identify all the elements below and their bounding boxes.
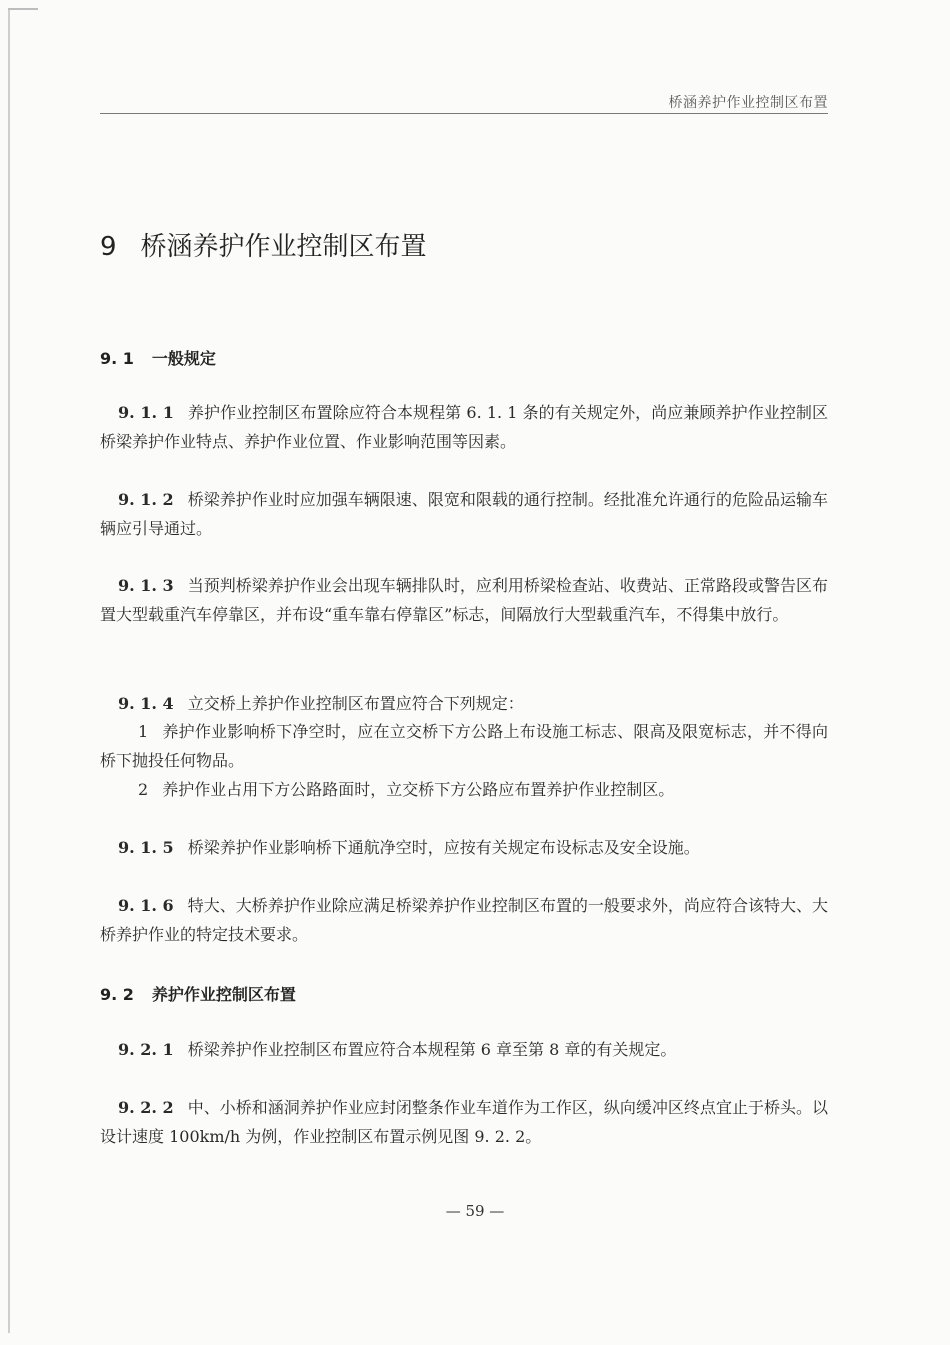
- section-number: 9. 1: [100, 349, 134, 368]
- clause-number: 9. 2. 2: [118, 1098, 174, 1117]
- clause-9-2-1: [100, 1035, 828, 1064]
- clause-9-1-5: [100, 833, 828, 862]
- section-number: 9. 2: [100, 985, 134, 1004]
- item-index: 2: [138, 780, 149, 799]
- scan-edge: [8, 8, 10, 1333]
- section-title: 一般规定: [151, 349, 216, 368]
- clause-9-1-2: [100, 485, 828, 543]
- section-heading-9-2: [100, 982, 296, 1005]
- clause-9-1-4: [100, 689, 828, 718]
- item-index: 1: [138, 722, 149, 741]
- clause-number: 9. 2. 1: [118, 1040, 174, 1059]
- item-text: 养护作业影响桥下净空时，应在立交桥下方公路上布设施工标志、限高及限宽标志，并不得向桥下抛投任何物品。: [100, 722, 828, 770]
- clause-9-2-2: [100, 1093, 828, 1151]
- clause-number: 9. 1. 5: [118, 838, 174, 857]
- section-title: 养护作业控制区布置: [151, 985, 296, 1004]
- clause-9-1-4-item-1: [100, 717, 828, 775]
- clause-number: 9. 1. 4: [118, 694, 174, 713]
- chapter-title: 桥涵养护作业控制区布置: [140, 232, 427, 262]
- header-rule: [100, 113, 828, 114]
- clause-number: 9. 1. 3: [118, 576, 174, 595]
- clause-number: 9. 1. 1: [118, 403, 174, 422]
- clause-9-1-4-item-2: [100, 775, 828, 804]
- section-heading-9-1: [100, 346, 216, 369]
- page-number: — 59 —: [445, 1202, 505, 1220]
- clause-number: 9. 1. 6: [118, 896, 174, 915]
- running-header: 桥涵养护作业控制区布置: [668, 95, 828, 111]
- chapter-heading: [100, 226, 427, 263]
- clause-text: 桥梁养护作业影响桥下通航净空时，应按有关规定布设标志及安全设施。: [187, 838, 700, 857]
- clause-text: 中、小桥和涵洞养护作业应封闭整条作业车道作为工作区，纵向缓冲区终点宜止于桥头。以设计速度 100km/h 为例，作业控制区布置示例见图 9. 2. 2。: [100, 1098, 828, 1146]
- clause-number: 9. 1. 2: [118, 490, 174, 509]
- chapter-number: 9: [100, 232, 117, 262]
- clause-9-1-3: [100, 571, 828, 629]
- clause-text: 特大、大桥养护作业除应满足桥梁养护作业控制区布置的一般要求外，尚应符合该特大、大桥养护作业的特定技术要求。: [100, 896, 828, 944]
- clause-text: 桥梁养护作业控制区布置应符合本规程第 6 章至第 8 章的有关规定。: [187, 1040, 677, 1059]
- clause-9-1-1: [100, 398, 828, 456]
- clause-text: 桥梁养护作业时应加强车辆限速、限宽和限载的通行控制。经批准允许通行的危险品运输车辆应引导通过。: [100, 490, 828, 538]
- clause-text: 立交桥上养护作业控制区布置应符合下列规定：: [187, 694, 524, 713]
- clause-9-1-6: [100, 891, 828, 949]
- clause-text: 当预判桥梁养护作业会出现车辆排队时，应利用桥梁检查站、收费站、正常路段或警告区布置大型载重汽车停靠区，并布设“重车靠右停靠区”标志，间隔放行大型载重汽车，不得集中放行。: [100, 576, 828, 624]
- scan-edge-top: [8, 8, 38, 10]
- item-text: 养护作业占用下方公路路面时，立交桥下方公路应布置养护作业控制区。: [162, 780, 675, 799]
- clause-text: 养护作业控制区布置除应符合本规程第 6. 1. 1 条的有关规定外，尚应兼顾养护作业控制区桥梁养护作业特点、养护作业位置、作业影响范围等因素。: [100, 403, 828, 451]
